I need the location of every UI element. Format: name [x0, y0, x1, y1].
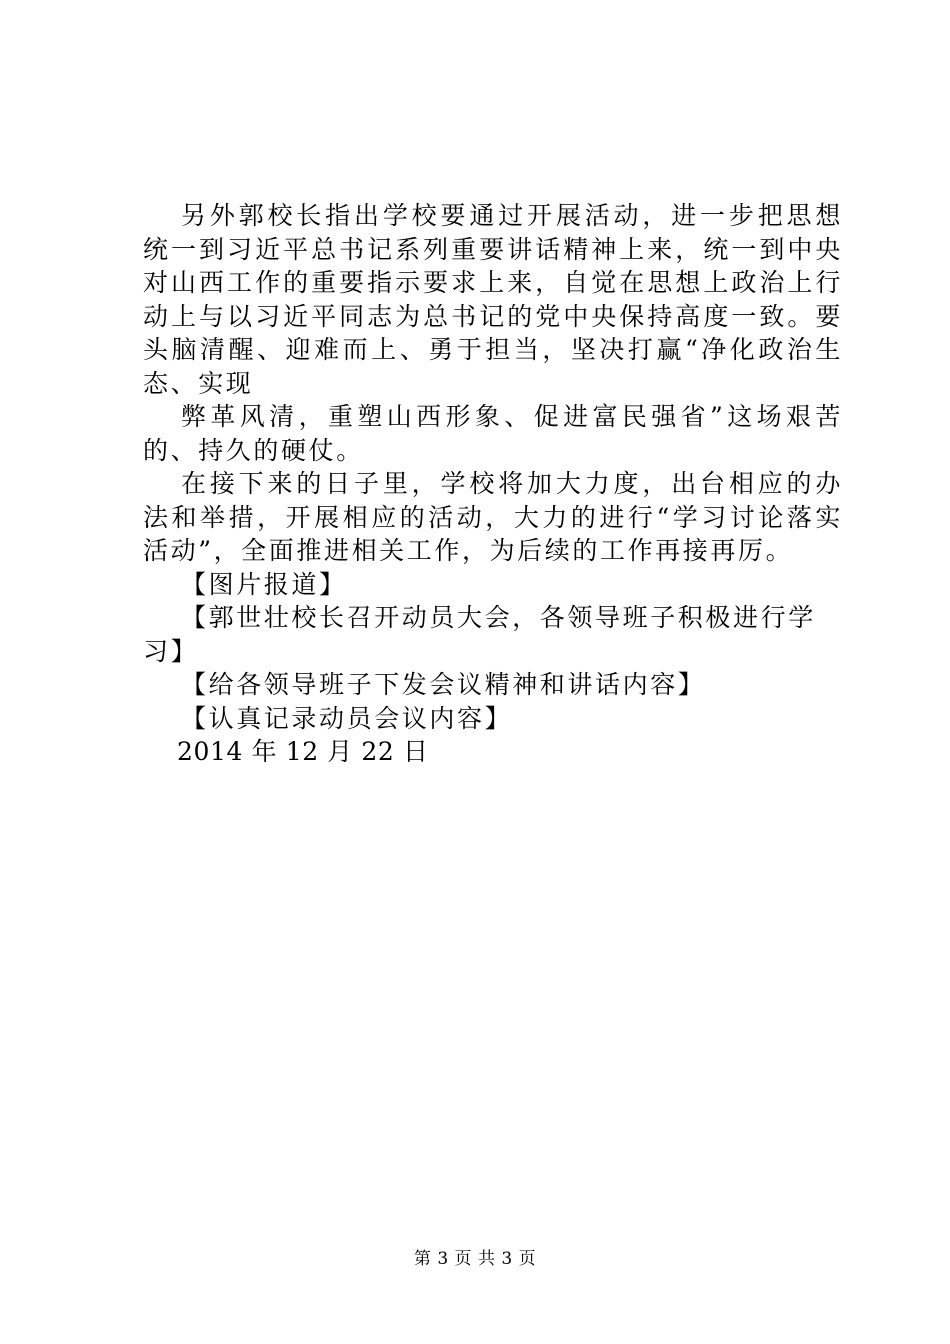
photo-caption: 【给各领导班子下发会议精神和讲话内容】: [181, 670, 706, 699]
photo-caption: 【郭世壮校长召开动员大会，各领导班子积极进行学习】: [143, 603, 816, 666]
photo-caption: 【图片报道】: [181, 569, 347, 599]
body-paragraph: 弊革风清，重塑山西形象、促进富民强省”这场艰苦的、持久的硬仗。: [143, 402, 843, 465]
document-date: 2014 年 12 月 22 日: [177, 737, 429, 766]
document-body: [143, 199, 843, 769]
page-number-footer: 第 3 页 共 3 页: [413, 1249, 537, 1269]
body-paragraph: 在接下来的日子里，学校将加大力度，出台相应的办法和举措，开展相应的活动，大力的进行“学习讨论落实活动”，全面推进相关工作，为后续的工作再接再厉。: [143, 469, 843, 565]
photo-caption: 【认真记录动员会议内容】: [181, 703, 513, 733]
body-paragraph: 另外郭校长指出学校要通过开展活动，进一步把思想统一到习近平总书记系列重要讲话精神上来，统一到中央对山西工作的重要指示要求上来，自觉在思想上政治上行动上与以习近平同志为总书记的党中央保持高度一致。要头脑清醒、迎难而上、勇于担当，坚决打赢“净化政治生态、实现: [143, 201, 843, 398]
